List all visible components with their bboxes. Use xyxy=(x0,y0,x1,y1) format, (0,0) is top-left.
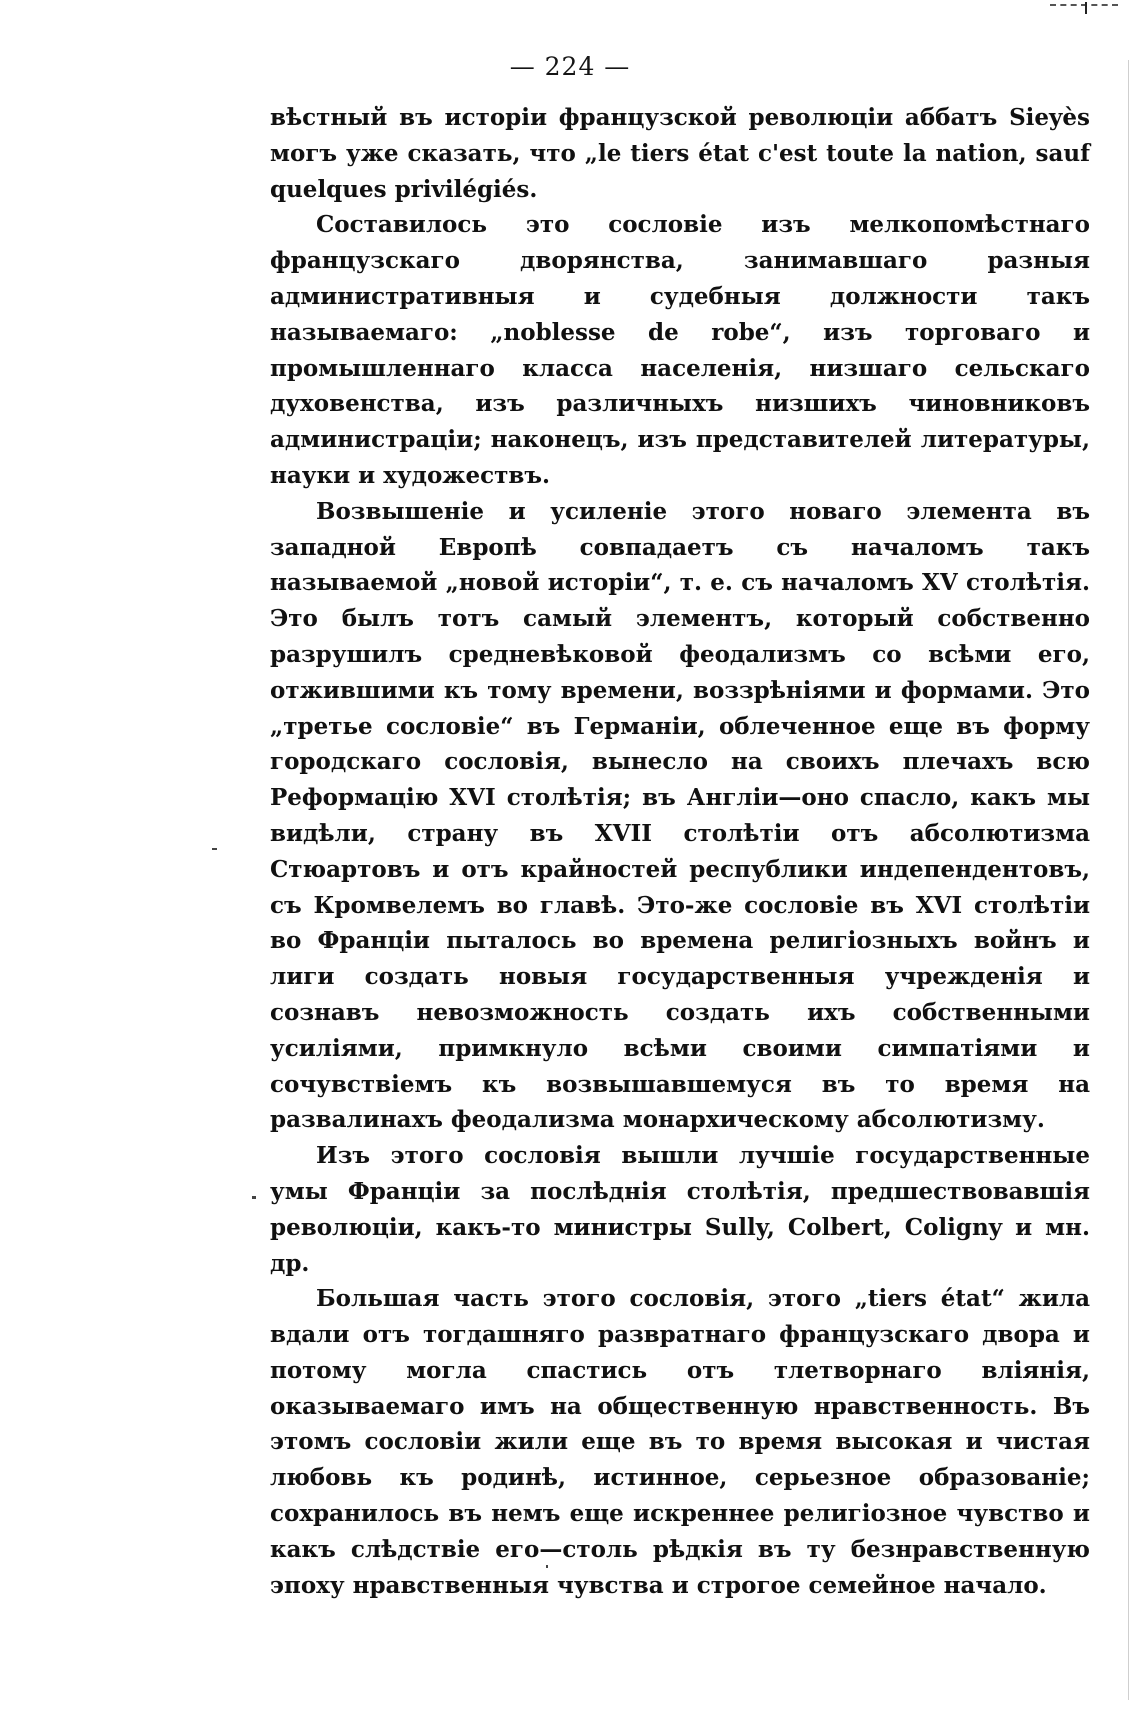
margin-speck xyxy=(212,848,217,850)
margin-speck xyxy=(546,1565,548,1568)
paragraph: Большая часть этого сословія, этого „tiers état“ жила вдали отъ тогдашняго развратнаго французскаго двора и потому могла спастись отъ тлетворнаго вліянія, оказываемаго имъ на общественную нравственность. Въ этомъ сословіи жили еще въ то время высокая и чистая любовь къ родинѣ, истинное, серьезное образованіе; сохранилось въ немъ еще искреннее религіозное чувство и какъ слѣдствіе его—столь рѣдкія въ ту безнравственную эпоху нравственныя чувства и строгое семейное начало. xyxy=(270,1285,1090,1599)
paragraph-continuation: вѣстный въ исторіи французской революціи аббатъ Sieyès могъ уже сказать, что „le tiers état c'est toute la nation, sauf quelques privilégiés. xyxy=(270,104,1090,203)
paragraph: Составилось это сословіе изъ мелкопомѣстнаго французскаго дворянства, занимавшаго разныя административныя и судебныя должности такъ называемаго: „noblesse de robe“, изъ торговаго и промышленнаго класса населенія, низшаго сельскаго духовенства, изъ различныхъ низшихъ чиновниковъ администраціи; наконецъ, изъ представителей литературы, науки и художествъ. xyxy=(270,211,1090,489)
paragraph: Изъ этого сословія вышли лучшіе государственные умы Франціи за послѣднія столѣтія, предшествовавшія революціи, какъ-то министры Sully, Colbert, Coligny и мн. др. xyxy=(270,1142,1090,1277)
body-text xyxy=(270,100,1090,1603)
scan-page-edge xyxy=(1128,60,1129,1700)
page-number: — 224 — xyxy=(509,52,631,81)
paragraph: Возвышеніе и усиленіе этого новаго элемента въ западной Европѣ совпадаетъ съ началомъ такъ называемой „новой исторіи“, т. е. съ началомъ XV столѣтія. Это былъ тотъ самый элементъ, который собственно разрушилъ средневѣковой феодализмъ со всѣми его, отжившими къ тому времени, воззрѣніями и формами. Это „третье сословіе“ въ Германіи, облеченное еще въ форму городскаго сословія, вынесло на своихъ плечахъ всю Реформацію XVI столѣтія; въ Англіи—оно спасло, какъ мы видѣли, страну въ XVII столѣтіи отъ абсолютизма Стюартовъ и отъ крайностей республики индепендентовъ, съ Кромвелемъ во главѣ. Это-же сословіе въ XVI столѣтіи во Франціи пыталось во времена религіозныхъ войнъ и лиги создать новыя государственныя учрежденія и сознавъ невозможность создать ихъ собственными усиліями, примкнуло всѣми своими симпатіями и сочувствіемъ къ возвышавшемуся въ то время на развалинахъ феодализма монархическому абсолютизму. xyxy=(270,497,1090,1134)
scan-edge-mark xyxy=(1050,4,1118,6)
margin-speck xyxy=(252,1196,256,1199)
scan-edge-tick xyxy=(1085,2,1087,14)
